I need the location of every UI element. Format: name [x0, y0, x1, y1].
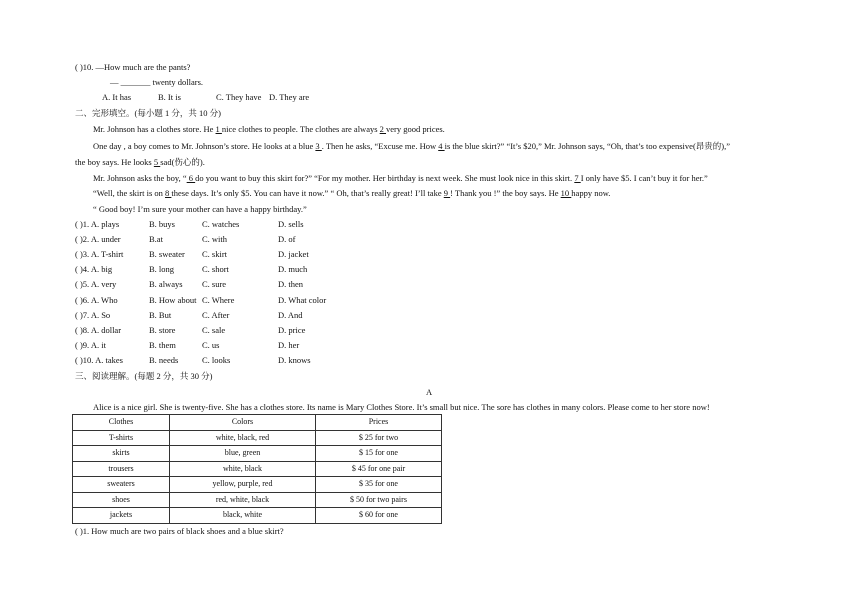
cloze-question-number: ( )1. A. plays	[75, 219, 120, 229]
cloze-option-d: D. then	[278, 279, 304, 290]
reading-question-1: ( )1. How much are two pairs of black shoes and a blue skirt?	[75, 526, 284, 536]
cloze-option-d: D. And	[278, 309, 303, 320]
cloze-option-c: C. with	[202, 234, 228, 245]
colors-cell: white, black	[170, 461, 316, 477]
cloze-option-c: C. Where	[202, 294, 235, 305]
cloze-option-d: D. price	[278, 324, 306, 335]
cloze-option-b: B. needs	[149, 354, 179, 365]
price-cell: $ 35 for one	[316, 477, 442, 493]
cloze-option-c: C. skirt	[202, 249, 228, 260]
colors-cell: white, black, red	[170, 430, 316, 446]
option-c: C. They have	[216, 92, 262, 102]
cloze-option-b: B.at	[149, 234, 163, 245]
cloze-option-b: B. buys	[149, 219, 175, 229]
cloze-option-b: B. How about	[149, 294, 197, 305]
table-row	[73, 430, 442, 446]
cloze-question-number: ( )7. A. So	[75, 309, 111, 320]
cloze-question-number: ( )4. A. big	[75, 264, 113, 275]
price-cell: $ 50 for two pairs	[316, 492, 442, 508]
colors-cell: red, white, black	[170, 492, 316, 508]
option-b: B. It is	[158, 92, 181, 102]
cloze-question-number: ( )6. A. Who	[75, 294, 118, 305]
price-cell: $ 15 for one	[316, 446, 442, 462]
passage-line-1: Mr. Johnson has a clothes store. He 1 nice clothes to people. The clothes are always 2 very good prices.	[93, 124, 445, 134]
cloze-option-d: D. her	[278, 339, 300, 350]
clothes-cell: trousers	[73, 461, 170, 477]
cloze-option-c: C. watches	[202, 219, 240, 229]
header-colors: Colors	[170, 415, 316, 431]
reading-intro: Alice is a nice girl. She is twenty-five. She has a clothes store. Its name is Mary Clothes Store. It’s small but nice. The sore has clothes in many colors. Please come to her store now!	[93, 402, 710, 412]
clothes-cell: jackets	[73, 508, 170, 524]
cloze-option-b: B. store	[149, 324, 176, 335]
table-row	[73, 492, 442, 508]
passage-line-6: “ Good boy! I’m sure your mother can have a happy birthday.”	[93, 204, 307, 214]
cloze-question-number: ( )2. A. under	[75, 234, 121, 245]
header-prices: Prices	[316, 415, 442, 431]
cloze-option-c: C. After	[202, 309, 230, 320]
cloze-option-c: C. looks	[202, 354, 231, 365]
colors-cell: black, white	[170, 508, 316, 524]
passage-line-2: One day , a boy comes to Mr. Johnson’s store. He looks at a blue 3 . Then he asks, “Excuse me. How 4 is the blue skirt?” “It’s $20,” Mr. Johnson says, “Oh, that’s too expensive(昂贵的),”	[93, 141, 731, 151]
cloze-option-b: B. But	[149, 309, 172, 320]
price-table	[72, 414, 442, 524]
cloze-option-d: D. jacket	[278, 249, 309, 260]
clothes-cell: skirts	[73, 446, 170, 462]
cloze-option-b: B. sweater	[149, 249, 185, 260]
colors-cell: blue, green	[170, 446, 316, 462]
clothes-cell: shoes	[73, 492, 170, 508]
cloze-option-d: D. sells	[278, 219, 304, 229]
passage-line-5: “Well, the skirt is on 8 these days. It’s only $5. You can have it now.” “ Oh, that’s really great! I’ll take 9 ! Thank you !” the boy says. He 10 happy now.	[93, 188, 611, 198]
cloze-option-d: D. of	[278, 234, 296, 245]
table-row	[73, 461, 442, 477]
price-cell: $ 25 for two	[316, 430, 442, 446]
cloze-option-d: D. What color	[278, 294, 327, 305]
table-row	[73, 508, 442, 524]
cloze-option-d: D. much	[278, 264, 308, 275]
option-d: D. They are	[269, 92, 310, 102]
clothes-cell: sweaters	[73, 477, 170, 493]
table-row	[73, 446, 442, 462]
cloze-question-number: ( )10. A. takes	[75, 354, 123, 365]
cloze-option-b: B. them	[149, 339, 176, 350]
price-cell: $ 45 for one pair	[316, 461, 442, 477]
passage-label: A	[426, 387, 433, 397]
option-a: A. It has	[102, 92, 132, 102]
question-10-reply: — _______ twenty dollars.	[110, 77, 204, 87]
cloze-option-c: C. sure	[202, 279, 227, 290]
cloze-option-b: B. always	[149, 279, 183, 290]
header-clothes: Clothes	[73, 415, 170, 431]
cloze-question-number: ( )3. A. T-shirt	[75, 249, 124, 260]
cloze-question-number: ( )9. A. it	[75, 339, 106, 350]
cloze-option-c: C. short	[202, 264, 229, 275]
cloze-option-c: C. us	[202, 339, 220, 350]
cloze-question-number: ( )5. A. very	[75, 279, 117, 290]
section2-heading: 二、完形填空。(每小题 1 分，共 10 分)	[75, 108, 221, 118]
clothes-cell: T-shirts	[73, 430, 170, 446]
price-cell: $ 60 for one	[316, 508, 442, 524]
question-10-stem: ( )10. —How much are the pants?	[75, 62, 191, 72]
table-row	[73, 477, 442, 493]
section3-heading: 三、阅读理解。(每题 2 分，共 30 分)	[75, 371, 213, 381]
colors-cell: yellow, purple, red	[170, 477, 316, 493]
cloze-option-d: D. knows	[278, 354, 311, 365]
passage-line-4: Mr. Johnson asks the boy, “ 6 do you want to buy this skirt for?” “For my mother. Her birthday is next week. She must look nice in this skirt. 7 I only have $5. I can’t buy it for her.”	[93, 173, 708, 183]
passage-line-3: the boy says. He looks 5 sad(伤心的).	[75, 157, 205, 167]
cloze-option-c: C. sale	[202, 324, 226, 335]
cloze-option-b: B. long	[149, 264, 175, 275]
cloze-question-number: ( )8. A. dollar	[75, 324, 122, 335]
